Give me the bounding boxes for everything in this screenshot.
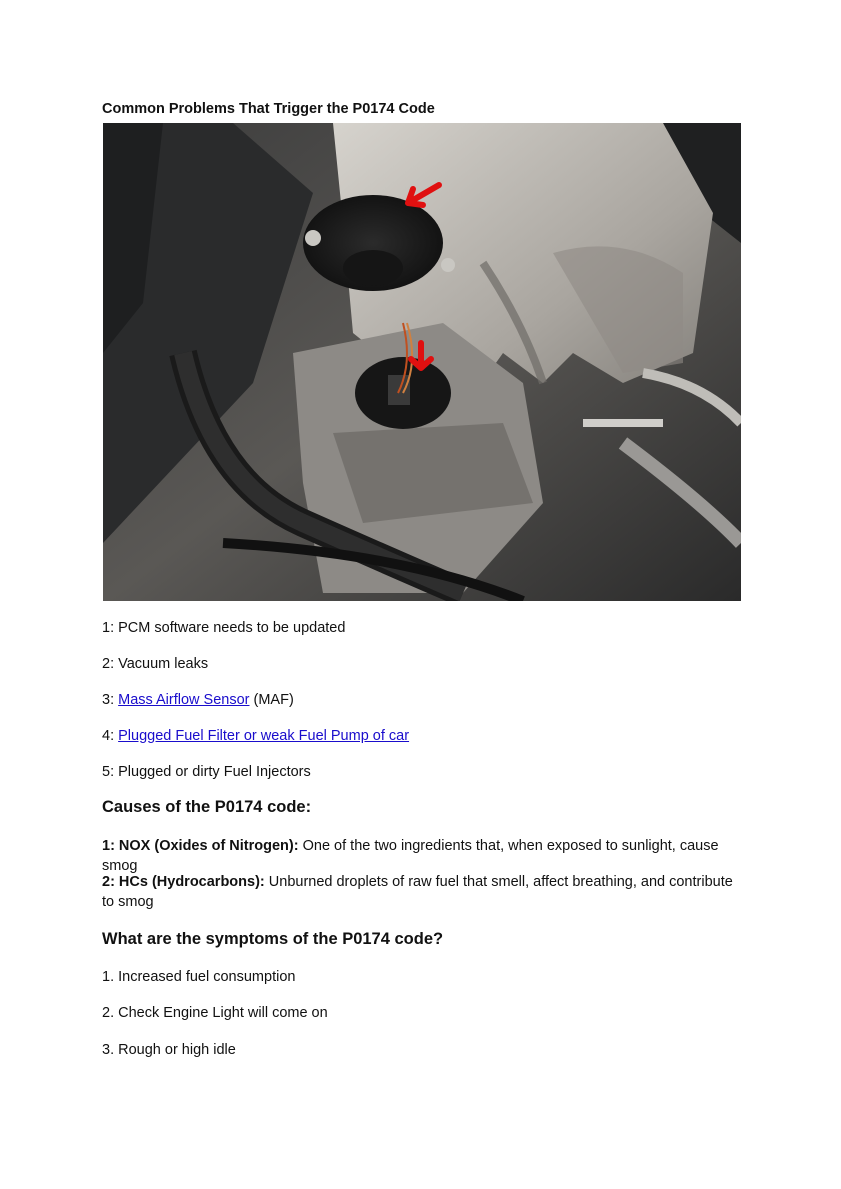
page-title: Common Problems That Trigger the P0174 Code (102, 101, 435, 117)
symptoms-heading: What are the symptoms of the P0174 code? (102, 930, 444, 948)
problem-item-3: 3: Mass Airflow Sensor (MAF) (102, 692, 294, 708)
cause-item-1: 1: NOX (Oxides of Nitrogen): One of the two ingredients that, when exposed to sunlight, cause smog (102, 838, 719, 874)
symptom-item-2: 2. Check Engine Light will come on (102, 1005, 328, 1021)
cause-item-2: 2: HCs (Hydrocarbons): Unburned droplets of raw fuel that smell, affect breathing, and contribute to smog (102, 874, 733, 910)
symptom-item-1: 1. Increased fuel consumption (102, 969, 296, 985)
problem-item-1: 1: PCM software needs to be updated (102, 620, 346, 636)
engine-photo (103, 123, 741, 601)
fuel-filter-pump-link[interactable]: Plugged Fuel Filter or weak Fuel Pump of car (118, 728, 410, 744)
mass-airflow-sensor-link[interactable]: Mass Airflow Sensor (118, 692, 250, 708)
problem-item-2: 2: Vacuum leaks (102, 656, 209, 672)
symptom-item-3: 3. Rough or high idle (102, 1042, 236, 1058)
causes-heading: Causes of the P0174 code: (102, 798, 312, 816)
problem-item-5: 5: Plugged or dirty Fuel Injectors (102, 764, 311, 780)
problem-item-4: 4: Plugged Fuel Filter or weak Fuel Pump of car (102, 728, 410, 744)
